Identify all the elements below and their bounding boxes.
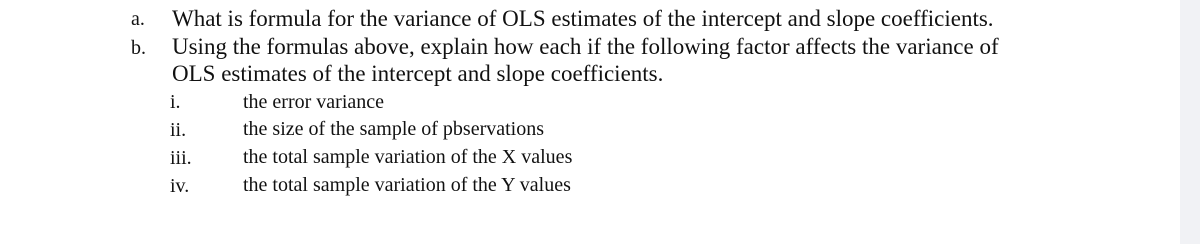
sub-item-marker: iv. bbox=[170, 175, 190, 197]
sub-item-text: the size of the sample of pbservations bbox=[243, 118, 545, 140]
question-text-line-1: Using the formulas above, explain how each if the following factor affects the variance of bbox=[172, 34, 999, 59]
question-marker: a. bbox=[131, 8, 145, 30]
question-text-line-2: OLS estimates of the intercept and slope coefficients. bbox=[172, 61, 664, 86]
side-margin-strip bbox=[1180, 0, 1200, 244]
sub-item-text: the error variance bbox=[243, 91, 385, 113]
sub-item-marker: ii. bbox=[170, 119, 187, 141]
sub-item-text: the total sample variation of the Y values bbox=[243, 174, 571, 196]
question-marker: b. bbox=[131, 37, 146, 59]
sub-item-text: the total sample variation of the X values bbox=[243, 146, 573, 168]
question-text: What is formula for the variance of OLS estimates of the intercept and slope coefficients. bbox=[172, 6, 994, 31]
sub-item-marker: iii. bbox=[170, 147, 192, 169]
sub-item-marker: i. bbox=[170, 91, 181, 113]
